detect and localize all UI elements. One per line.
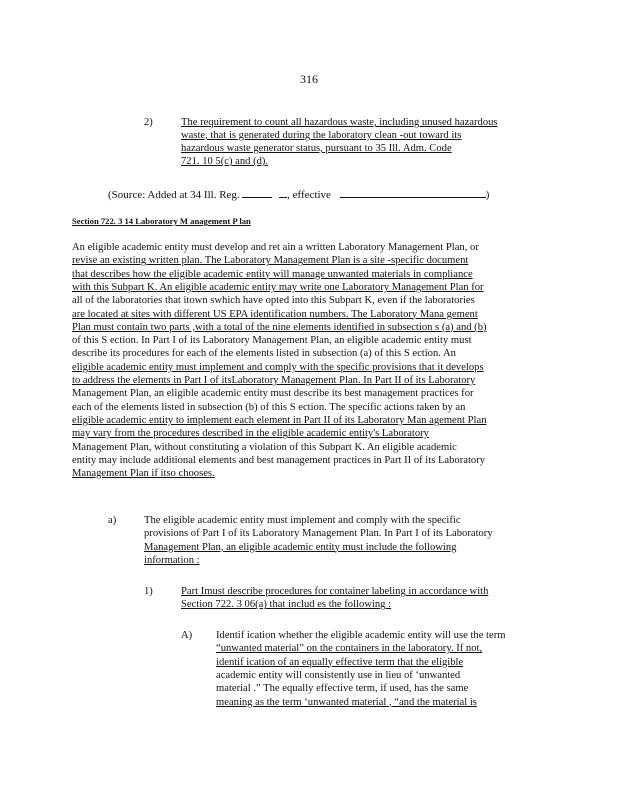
- text-line: Section 722. 3 06(a) that includ es the following :: [181, 599, 392, 611]
- text-line: entity may include additional elements and best management practices in Part II of its Laboratory: [72, 454, 486, 466]
- item-a-label: a): [108, 515, 117, 526]
- text-line: eligible academic entity to implement each element in Part II of its Laboratory Man agement Plan: [72, 414, 487, 426]
- text-line: identif ication of an equally effective term that the eligible: [216, 656, 464, 668]
- reg-blank-2: [279, 187, 287, 198]
- item-2-line: The requirement to count all hazardous waste, including unused hazardous: [181, 117, 498, 128]
- text-line: The eligible academic entity must implement and comply with the specific: [144, 515, 461, 526]
- item-a1-label: 1): [144, 586, 153, 597]
- text-line: eligible academic entity must implement and comply with the specific provisions that it develops: [72, 361, 484, 373]
- reg-blank: [242, 187, 272, 198]
- text-line: all of the laboratories that itown swhich have opted into this Subpart K, even if the laboratories: [72, 295, 475, 307]
- text-line: that describes how the eligible academic entity will manage unwanted materials in compliance: [72, 268, 473, 280]
- text-line: Management Plan, an eligible academic entity must describe its best management practices for: [72, 388, 474, 400]
- text-line: material .” The equally effective term, if used, has the same: [216, 683, 469, 695]
- item-2-line: 721. 10 5(c) and (d).: [181, 156, 269, 167]
- text-line: Plan must contain two parts ,with a total of the nine elements identified in subsection s (a) and (b): [72, 321, 487, 333]
- text-line: academic entity will consistently use in lieu of ‘unwanted: [216, 669, 461, 681]
- item-2-label: 2): [144, 117, 153, 128]
- text-line: to address the elements in Part I of itsLaboratory Management Plan. In Part II of its Laboratory: [72, 375, 476, 386]
- text-line: with this Subpart K. An eligible academic entity may write one Laboratory Management Plan for: [72, 281, 484, 293]
- text-line: Management Plan, an eligible academic entity must include the following: [144, 541, 457, 553]
- text-line: Part Imust describe procedures for container labeling in accordance with: [181, 586, 489, 597]
- text-line: Management Plan, without constituting a violation of this Subpart K. An eligible academic: [72, 441, 457, 453]
- source-note: [108, 187, 489, 201]
- source-suffix: ): [485, 189, 490, 201]
- text-line: provisions of Part I of its Laboratory Management Plan. In Part I of its Laboratory: [144, 528, 493, 540]
- text-line: Identif ication whether the eligible academic entity will use the term: [216, 630, 506, 641]
- text-line: may vary from the procedures described in the eligible academic entity's Laboratory: [72, 428, 429, 440]
- text-line: are located at sites with different US EPA identification numbers. The Laboratory Mana gement: [72, 308, 478, 320]
- text-line: describe its procedures for each of the elements listed in subsection (a) of this S ection. An: [72, 348, 456, 360]
- page-number: 316: [300, 72, 318, 86]
- text-line: of this S ection. In Part I of its Laboratory Management Plan, an eligible academic entity must: [72, 335, 472, 347]
- text-line: Management Plan if itso chooses.: [72, 468, 215, 480]
- source-mid: , effective: [287, 189, 331, 201]
- item-A-label: A): [181, 630, 193, 641]
- text-line: “unwanted material” on the containers in the laboratory. If not,: [216, 643, 483, 655]
- text-line: revise an existing written plan. The Laboratory Management Plan is a site -specific document: [72, 255, 469, 267]
- text-line: each of the elements listed in subsection (b) of this S ection. The specific actions taken by an: [72, 401, 466, 413]
- item-2-line: hazardous waste generator status, pursuant to 35 Ill. Adm. Code: [181, 143, 452, 154]
- effective-blank: [340, 187, 486, 198]
- text-line: An eligible academic entity must develop and ret ain a written Laboratory Management Plan, or: [72, 242, 479, 253]
- section-heading: Section 722. 3 14 Laboratory M anagement P lan: [72, 216, 251, 226]
- text-line: information :: [144, 554, 200, 566]
- source-prefix: (Source: Added at 34 Ill. Reg.: [108, 189, 240, 201]
- text-line: meaning as the term ‘unwanted material , “and the material is: [216, 696, 477, 708]
- item-2-line: waste, that is generated during the laboratory clean -out toward its: [181, 130, 462, 141]
